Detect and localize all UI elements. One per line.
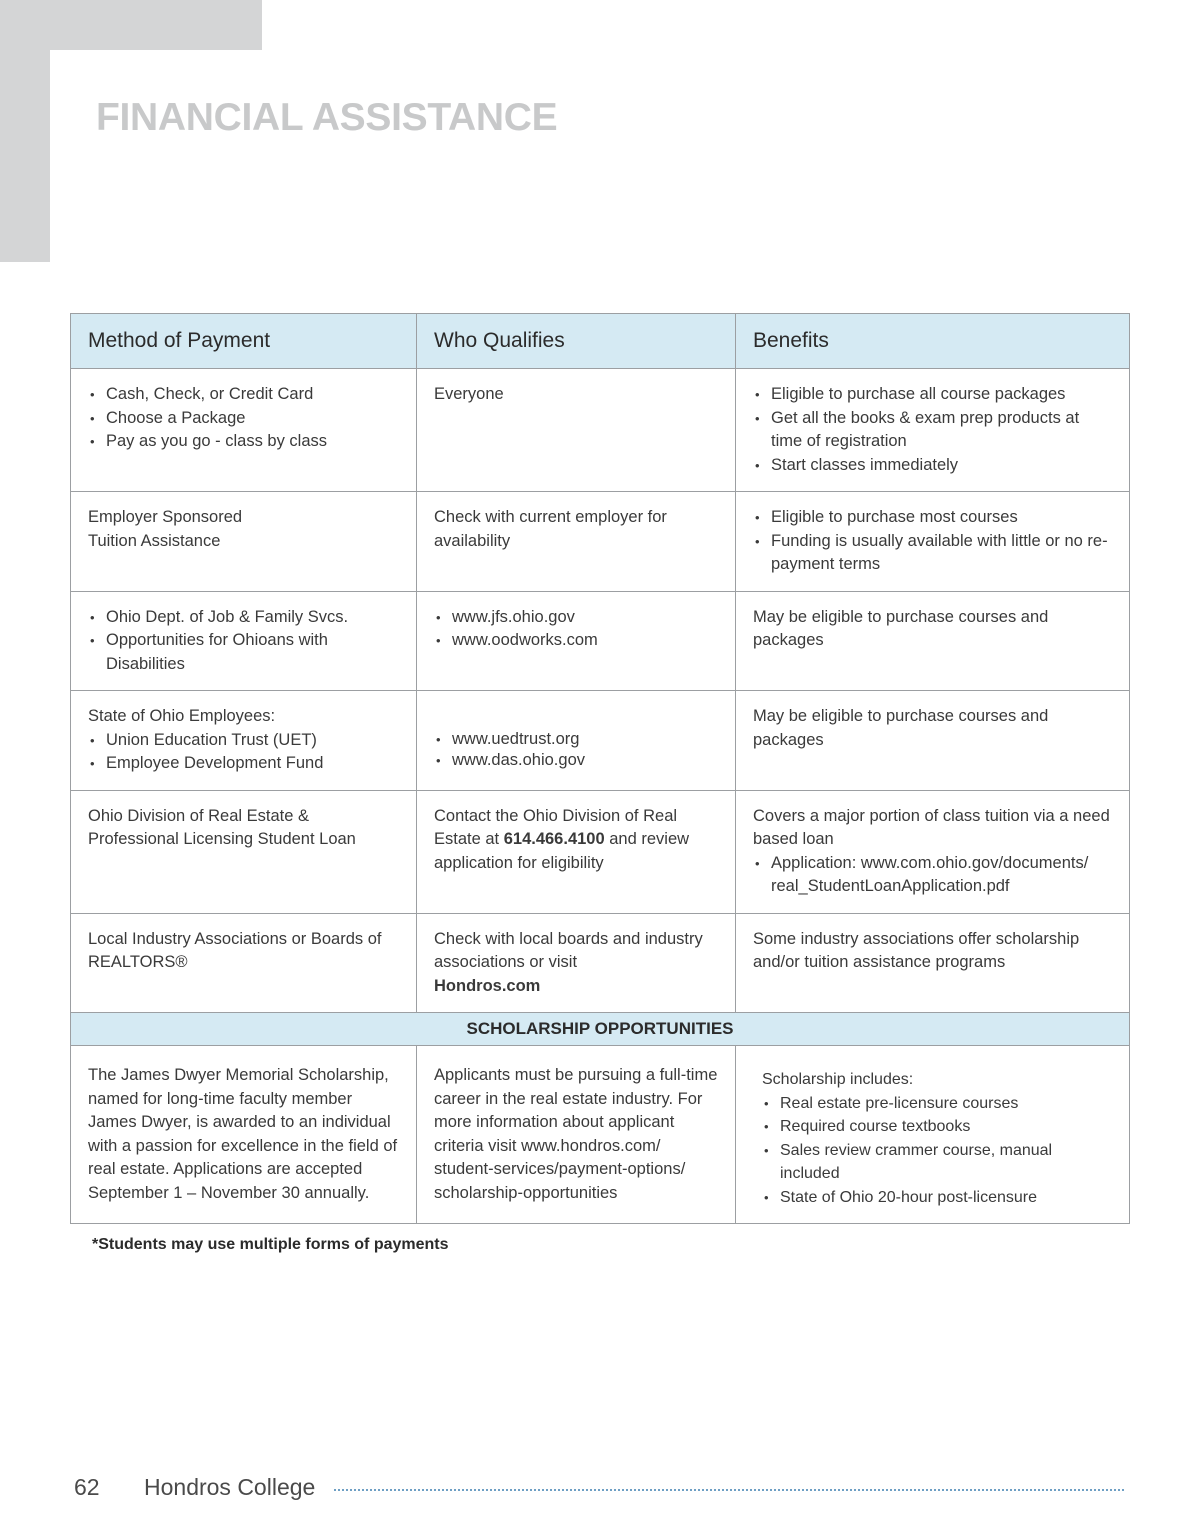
qualifies-links <box>434 606 719 653</box>
table-row <box>71 369 1130 492</box>
method-cell <box>71 790 417 913</box>
scholarship-heading-row <box>71 1013 1130 1046</box>
application-link[interactable]: • Application: www.com.ohio.gov/documents/ real_StudentLoanApplication.pdf <box>753 852 1113 899</box>
qualifies-links <box>434 729 719 772</box>
benefits-cell <box>736 1046 1130 1224</box>
qualifies-text: Check with current employer for availability <box>434 508 667 550</box>
qualifies-text: Everyone <box>434 385 504 403</box>
benefits-text: Some industry associations offer scholarship and/or tuition assistance programs <box>753 929 1080 971</box>
method-list <box>88 383 400 454</box>
list-item: • Required course textbooks <box>762 1115 1113 1139</box>
dotted-rule <box>334 1489 1124 1491</box>
benefits-cell <box>736 913 1130 1013</box>
publisher-name: Hondros College <box>144 1474 316 1500</box>
corner-decoration-left <box>0 0 50 262</box>
table-row <box>71 492 1130 592</box>
method-cell <box>71 591 417 691</box>
qualifies-cell <box>417 369 736 492</box>
method-line: Employer Sponsored <box>88 508 243 526</box>
method-cell <box>71 492 417 592</box>
column-header-method: Method of Payment <box>71 314 417 369</box>
column-header-qualifies: Who Qualifies <box>417 314 736 369</box>
list-item: • Opportunities for Ohioans with Disabilities <box>88 629 400 676</box>
list-item: • Cash, Check, or Credit Card <box>88 383 400 407</box>
hondros-link[interactable]: Hondros.com <box>434 976 541 995</box>
website-link[interactable]: • www.uedtrust.org <box>434 729 719 751</box>
scholarship-includes-label: Scholarship includes: <box>762 1071 914 1088</box>
benefits-intro: Covers a major portion of class tuition via a need based loan <box>753 806 1110 848</box>
financial-assistance-table <box>70 313 1130 1224</box>
scholarship-criteria: Applicants must be pursuing a full-time career in the real estate industry. For more information about applicant criteria visit www.hondros.com/ student-services/payment-options/ scholarship-opportunities <box>434 1066 718 1202</box>
method-text: Local Industry Associations or Boards of REALTORS® <box>88 929 382 971</box>
benefits-list <box>753 852 1113 899</box>
table-row <box>71 1046 1130 1224</box>
table-row <box>71 790 1130 913</box>
website-link[interactable]: • www.oodworks.com <box>434 629 719 653</box>
qualifies-cell <box>417 790 736 913</box>
list-item: • Get all the books & exam prep products at time of registration <box>753 407 1113 454</box>
list-item: • Pay as you go - class by class <box>88 430 400 454</box>
table-row <box>71 691 1130 791</box>
scholarship-benefits-list <box>762 1092 1113 1210</box>
qualifies-cell <box>417 591 736 691</box>
table-header-row <box>71 314 1130 369</box>
method-line: Professional Licensing Student Loan <box>88 830 356 848</box>
benefits-cell <box>736 790 1130 913</box>
scholarship-description: The James Dwyer Memorial Scholarship, named for long-time faculty member James Dwyer, is awarded to an individual with a passion for excellence in the field of real estate. Applications are accepted September 1 – November 30 annually. <box>88 1066 398 1202</box>
method-line: Tuition Assistance <box>88 531 221 550</box>
list-item: • Union Education Trust (UET) <box>88 729 400 753</box>
list-item: • Sales review crammer course, manual included <box>762 1139 1113 1186</box>
qualifies-cell <box>417 1046 736 1224</box>
benefits-cell <box>736 492 1130 592</box>
method-cell <box>71 913 417 1013</box>
benefits-list <box>753 383 1113 477</box>
benefits-cell <box>736 691 1130 791</box>
page-number: 62 <box>74 1474 100 1500</box>
method-intro: State of Ohio Employees: <box>88 707 276 725</box>
column-header-benefits: Benefits <box>736 314 1130 369</box>
qualifies-text: and review application for eligibility <box>434 830 690 872</box>
page-footer <box>74 1474 1124 1506</box>
method-cell <box>71 369 417 492</box>
method-cell <box>71 1046 417 1224</box>
list-item: • Ohio Dept. of Job & Family Svcs. <box>88 606 400 630</box>
list-item: • State of Ohio 20-hour post-licensure <box>762 1186 1113 1210</box>
table-row <box>71 591 1130 691</box>
method-cell <box>71 691 417 791</box>
qualifies-text: Contact the Ohio Division of Real Estate at <box>434 806 678 848</box>
phone-number: 614.466.4100 <box>503 830 605 848</box>
scholarship-heading: SCHOLARSHIP OPPORTUNITIES <box>71 1013 1130 1046</box>
list-item: • Real estate pre-licensure courses <box>762 1092 1113 1116</box>
website-link[interactable]: • www.jfs.ohio.gov <box>434 606 719 630</box>
benefits-text: May be eligible to purchase courses and packages <box>753 607 1049 649</box>
qualifies-cell <box>417 691 736 791</box>
benefits-cell <box>736 369 1130 492</box>
list-item: • Start classes immediately <box>753 454 1113 478</box>
method-line: Ohio Division of Real Estate & <box>88 806 310 825</box>
qualifies-text: Check with local boards and industry associations or visit <box>434 929 703 971</box>
qualifies-cell <box>417 492 736 592</box>
qualifies-cell <box>417 913 736 1013</box>
list-item: • Eligible to purchase most courses <box>753 506 1113 530</box>
benefits-text: May be eligible to purchase courses and packages <box>753 707 1049 749</box>
payment-note: *Students may use multiple forms of payments <box>92 1236 449 1253</box>
table-row <box>71 913 1130 1013</box>
list-item: • Employee Development Fund <box>88 752 400 776</box>
benefits-cell <box>736 591 1130 691</box>
benefits-list <box>753 506 1113 577</box>
list-item: • Choose a Package <box>88 407 400 431</box>
page-title: FINANCIAL ASSISTANCE <box>96 96 558 139</box>
method-list <box>88 729 400 776</box>
method-list <box>88 606 400 677</box>
website-link[interactable]: • www.das.ohio.gov <box>434 750 719 772</box>
list-item: • Eligible to purchase all course packages <box>753 383 1113 407</box>
list-item: • Funding is usually available with little or no re-payment terms <box>753 530 1113 577</box>
